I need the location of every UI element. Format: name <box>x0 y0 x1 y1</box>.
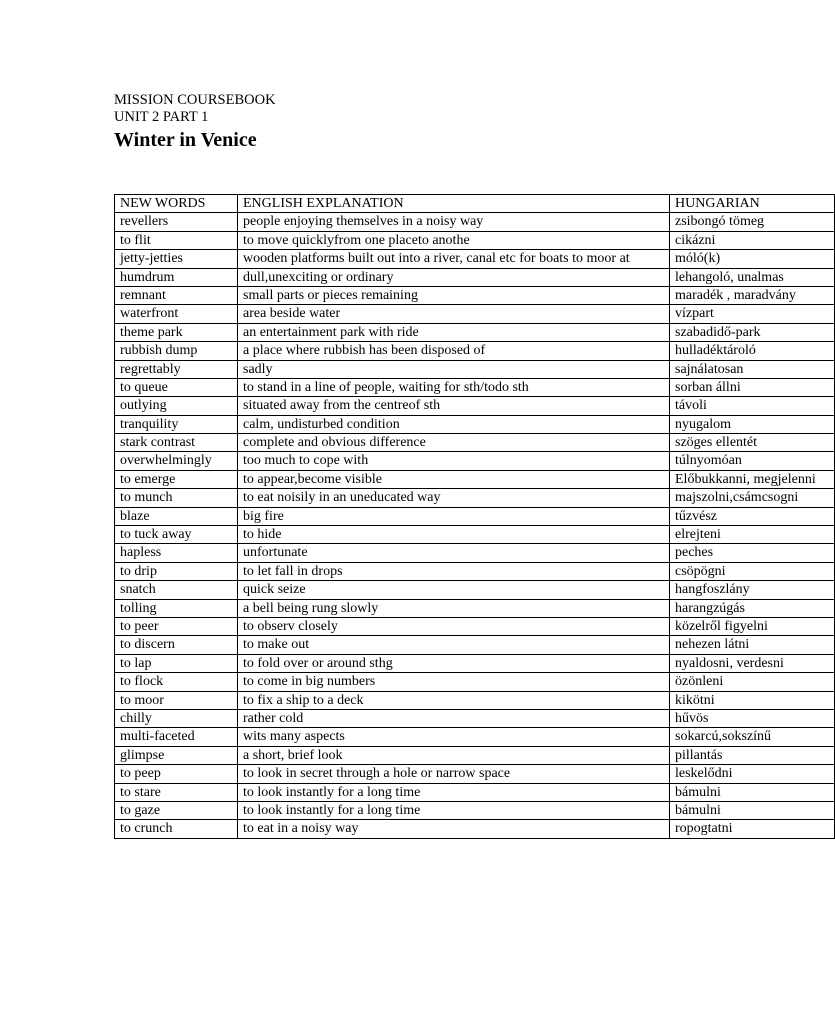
hungarian-cell: maradék , maradvány <box>670 286 835 304</box>
word-cell: to lap <box>115 654 238 672</box>
word-cell: outlying <box>115 397 238 415</box>
explanation-cell: a bell being rung slowly <box>238 599 670 617</box>
word-cell: regrettably <box>115 360 238 378</box>
table-row <box>115 397 835 415</box>
hungarian-cell: nyaldosni, verdesni <box>670 654 835 672</box>
hungarian-cell: szöges ellentét <box>670 434 835 452</box>
explanation-cell: small parts or pieces remaining <box>238 286 670 304</box>
word-cell: revellers <box>115 213 238 231</box>
table-row <box>115 415 835 433</box>
word-cell: to crunch <box>115 820 238 838</box>
hungarian-cell: cikázni <box>670 231 835 249</box>
word-cell: snatch <box>115 581 238 599</box>
table-row <box>115 323 835 341</box>
explanation-cell: wooden platforms built out into a river, canal etc for boats to moor at <box>238 250 670 268</box>
explanation-cell: to hide <box>238 526 670 544</box>
hungarian-cell: kikötni <box>670 691 835 709</box>
hungarian-cell: szabadidő-park <box>670 323 835 341</box>
table-header-row <box>115 195 835 213</box>
hungarian-cell: lehangoló, unalmas <box>670 268 835 286</box>
table-row <box>115 599 835 617</box>
table-row <box>115 765 835 783</box>
explanation-cell: sadly <box>238 360 670 378</box>
table-row <box>115 268 835 286</box>
word-cell: waterfront <box>115 305 238 323</box>
explanation-cell: too much to cope with <box>238 452 670 470</box>
explanation-cell: a place where rubbish has been disposed of <box>238 342 670 360</box>
explanation-cell: to make out <box>238 636 670 654</box>
hungarian-cell: leskelődni <box>670 765 835 783</box>
word-cell: to tuck away <box>115 526 238 544</box>
hungarian-cell: móló(k) <box>670 250 835 268</box>
explanation-cell: rather cold <box>238 709 670 727</box>
explanation-cell: to appear,become visible <box>238 470 670 488</box>
word-cell: remnant <box>115 286 238 304</box>
table-row <box>115 378 835 396</box>
word-cell: multi-faceted <box>115 728 238 746</box>
table-row <box>115 434 835 452</box>
hungarian-cell: ropogtatni <box>670 820 835 838</box>
word-cell: stark contrast <box>115 434 238 452</box>
explanation-cell: to move quicklyfrom one placeto anothe <box>238 231 670 249</box>
word-cell: chilly <box>115 709 238 727</box>
hungarian-cell: harangzúgás <box>670 599 835 617</box>
column-header-new-words: NEW WORDS <box>115 195 238 213</box>
table-row <box>115 213 835 231</box>
hungarian-cell: nehezen látni <box>670 636 835 654</box>
word-cell: to discern <box>115 636 238 654</box>
column-header-english-explanation: ENGLISH EXPLANATION <box>238 195 670 213</box>
hungarian-cell: hűvös <box>670 709 835 727</box>
explanation-cell: unfortunate <box>238 544 670 562</box>
explanation-cell: to stand in a line of people, waiting for sth/todo sth <box>238 378 670 396</box>
word-cell: to flit <box>115 231 238 249</box>
word-cell: rubbish dump <box>115 342 238 360</box>
word-cell: to gaze <box>115 801 238 819</box>
explanation-cell: dull,unexciting or ordinary <box>238 268 670 286</box>
explanation-cell: an entertainment park with ride <box>238 323 670 341</box>
explanation-cell: to eat noisily in an uneducated way <box>238 489 670 507</box>
explanation-cell: calm, undisturbed condition <box>238 415 670 433</box>
hungarian-cell: hangfoszlány <box>670 581 835 599</box>
explanation-cell: a short, brief look <box>238 746 670 764</box>
vocabulary-table <box>114 194 835 839</box>
hungarian-cell: Előbukkanni, megjelenni <box>670 470 835 488</box>
table-row <box>115 691 835 709</box>
hungarian-cell: sajnálatosan <box>670 360 835 378</box>
hungarian-cell: sokarcú,sokszínű <box>670 728 835 746</box>
explanation-cell: to fold over or around sthg <box>238 654 670 672</box>
table-row <box>115 654 835 672</box>
word-cell: hapless <box>115 544 238 562</box>
explanation-cell: to eat in a noisy way <box>238 820 670 838</box>
explanation-cell: quick seize <box>238 581 670 599</box>
hungarian-cell: csöpögni <box>670 562 835 580</box>
table-row <box>115 783 835 801</box>
word-cell: to drip <box>115 562 238 580</box>
table-row <box>115 360 835 378</box>
table-row <box>115 728 835 746</box>
explanation-cell: situated away from the centreof sth <box>238 397 670 415</box>
explanation-cell: complete and obvious difference <box>238 434 670 452</box>
table-row <box>115 305 835 323</box>
table-row <box>115 250 835 268</box>
explanation-cell: to fix a ship to a deck <box>238 691 670 709</box>
table-row <box>115 507 835 525</box>
hungarian-cell: nyugalom <box>670 415 835 433</box>
hungarian-cell: közelről figyelni <box>670 617 835 635</box>
table-row <box>115 489 835 507</box>
word-cell: to peep <box>115 765 238 783</box>
table-row <box>115 636 835 654</box>
table-row <box>115 544 835 562</box>
unit-label: UNIT 2 PART 1 <box>114 109 209 125</box>
word-cell: theme park <box>115 323 238 341</box>
hungarian-cell: pillantás <box>670 746 835 764</box>
table-row <box>115 470 835 488</box>
hungarian-cell: peches <box>670 544 835 562</box>
hungarian-cell: távoli <box>670 397 835 415</box>
table-row <box>115 452 835 470</box>
explanation-cell: to come in big numbers <box>238 673 670 691</box>
word-cell: overwhelmingly <box>115 452 238 470</box>
document-header <box>114 92 276 153</box>
hungarian-cell: özönleni <box>670 673 835 691</box>
column-header-hungarian: HUNGARIAN <box>670 195 835 213</box>
hungarian-cell: bámulni <box>670 801 835 819</box>
table-row <box>115 342 835 360</box>
coursebook-label: MISSION COURSEBOOK <box>114 92 276 108</box>
explanation-cell: area beside water <box>238 305 670 323</box>
table-row <box>115 820 835 838</box>
table-row <box>115 746 835 764</box>
word-cell: tranquility <box>115 415 238 433</box>
word-cell: blaze <box>115 507 238 525</box>
word-cell: glimpse <box>115 746 238 764</box>
explanation-cell: people enjoying themselves in a noisy way <box>238 213 670 231</box>
table-row <box>115 231 835 249</box>
table-row <box>115 526 835 544</box>
hungarian-cell: sorban állni <box>670 378 835 396</box>
hungarian-cell: túlnyomóan <box>670 452 835 470</box>
page-title: Winter in Venice <box>114 129 257 151</box>
table-row <box>115 286 835 304</box>
table-row <box>115 617 835 635</box>
table-row <box>115 801 835 819</box>
hungarian-cell: vízpart <box>670 305 835 323</box>
word-cell: tolling <box>115 599 238 617</box>
table-row <box>115 673 835 691</box>
word-cell: to emerge <box>115 470 238 488</box>
hungarian-cell: bámulni <box>670 783 835 801</box>
word-cell: to flock <box>115 673 238 691</box>
table-row <box>115 709 835 727</box>
word-cell: to stare <box>115 783 238 801</box>
explanation-cell: wits many aspects <box>238 728 670 746</box>
hungarian-cell: hulladéktároló <box>670 342 835 360</box>
word-cell: to queue <box>115 378 238 396</box>
explanation-cell: to observ closely <box>238 617 670 635</box>
word-cell: to munch <box>115 489 238 507</box>
explanation-cell: to look instantly for a long time <box>238 783 670 801</box>
word-cell: to moor <box>115 691 238 709</box>
table-row <box>115 581 835 599</box>
explanation-cell: to look instantly for a long time <box>238 801 670 819</box>
explanation-cell: to look in secret through a hole or narrow space <box>238 765 670 783</box>
word-cell: humdrum <box>115 268 238 286</box>
hungarian-cell: elrejteni <box>670 526 835 544</box>
explanation-cell: to let fall in drops <box>238 562 670 580</box>
hungarian-cell: zsibongó tömeg <box>670 213 835 231</box>
explanation-cell: big fire <box>238 507 670 525</box>
table-row <box>115 562 835 580</box>
word-cell: jetty-jetties <box>115 250 238 268</box>
hungarian-cell: majszolni,csámcsogni <box>670 489 835 507</box>
vocabulary-table-body <box>115 213 835 838</box>
word-cell: to peer <box>115 617 238 635</box>
hungarian-cell: tűzvész <box>670 507 835 525</box>
